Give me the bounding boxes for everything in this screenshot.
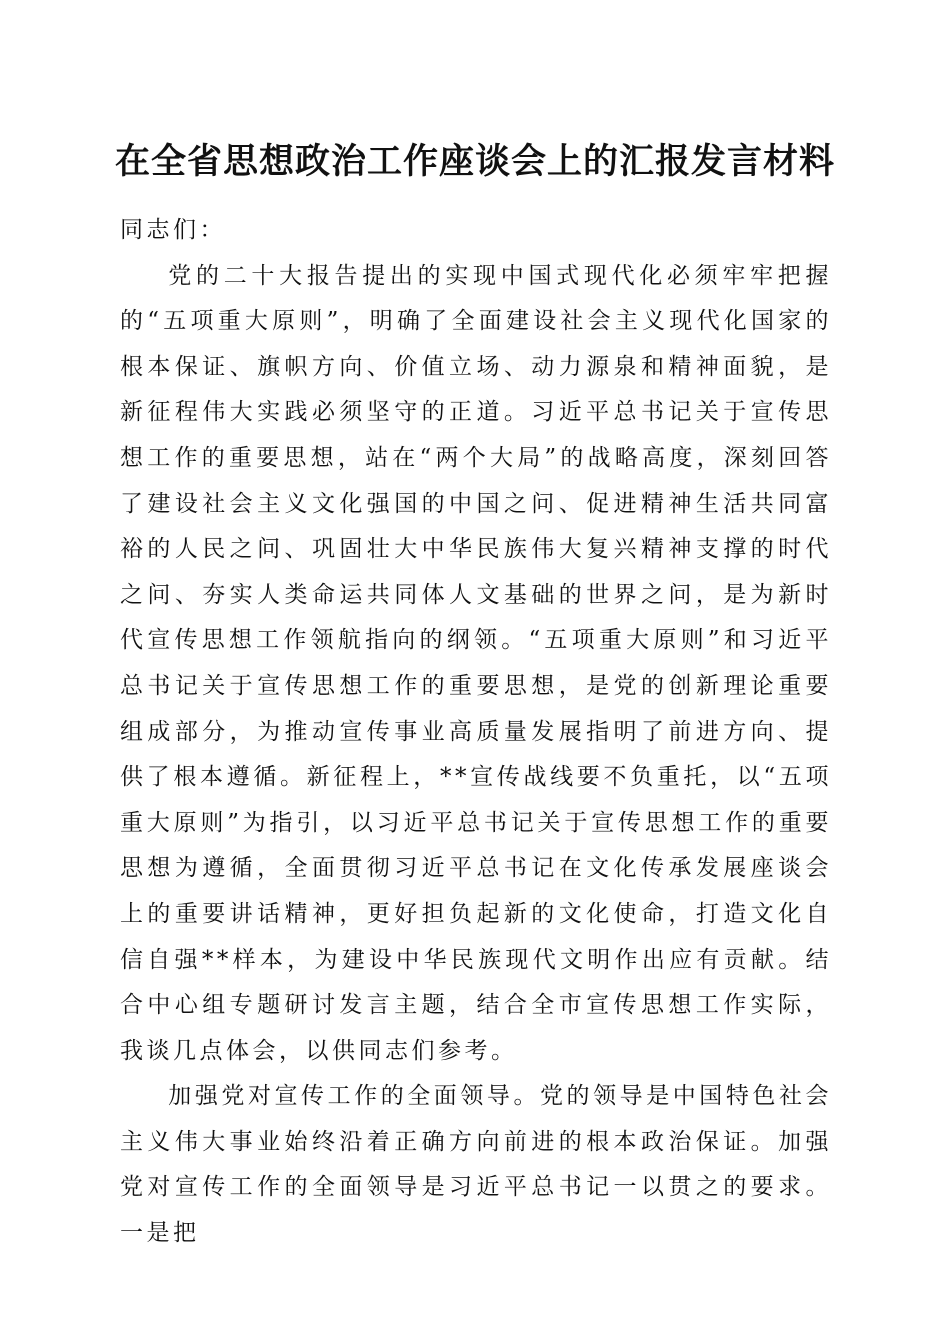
paragraph-2: 加强党对宣传工作的全面领导。党的领导是中国特色社会主义伟大事业始终沿着正确方向前进的根本政治保证。加强党对宣传工作的全面领导是习近平总书记一以贯之的要求。一是把 xyxy=(120,1083,832,1247)
document-title: 在全省思想政治工作座谈会上的汇报发言材料 xyxy=(114,141,835,182)
salutation: 同志们： xyxy=(120,217,226,243)
document-body xyxy=(120,208,832,1257)
paragraph-1: 党的二十大报告提出的实现中国式现代化必须牢牢把握的“五项重大原则”，明确了全面建设社会主义现代化国家的根本保证、旗帜方向、价值立场、动力源泉和精神面貌，是新征程伟大实践必须坚守的正道。习近平总书记关于宣传思想工作的重要思想，站在“两个大局”的战略高度，深刻回答了建设社会主义文化强国的中国之问、促进精神生活共同富裕的人民之问、巩固壮大中华民族伟大复兴精神支撑的时代之问、夯实人类命运共同体人文基础的世界之问，是为新时代宣传思想工作领航指向的纲领。“五项重大原则”和习近平总书记关于宣传思想工作的重要思想，是党的创新理论重要组成部分，为推动宣传事业高质量发展指明了前进方向、提供了根本遵循。新征程上，**宣传战线要不负重托，以“五项重大原则”为指引，以习近平总书记关于宣传思想工作的重要思想为遵循，全面贯彻习近平总书记在文化传承发展座谈会上的重要讲话精神，更好担负起新的文化使命，打造文化自信自强**样本，为建设中华民族现代文明作出应有贡献。结合中心组专题研讨发言主题，结合全市宣传思想工作实际，我谈几点体会，以供同志们参考。 xyxy=(120,262,832,1064)
